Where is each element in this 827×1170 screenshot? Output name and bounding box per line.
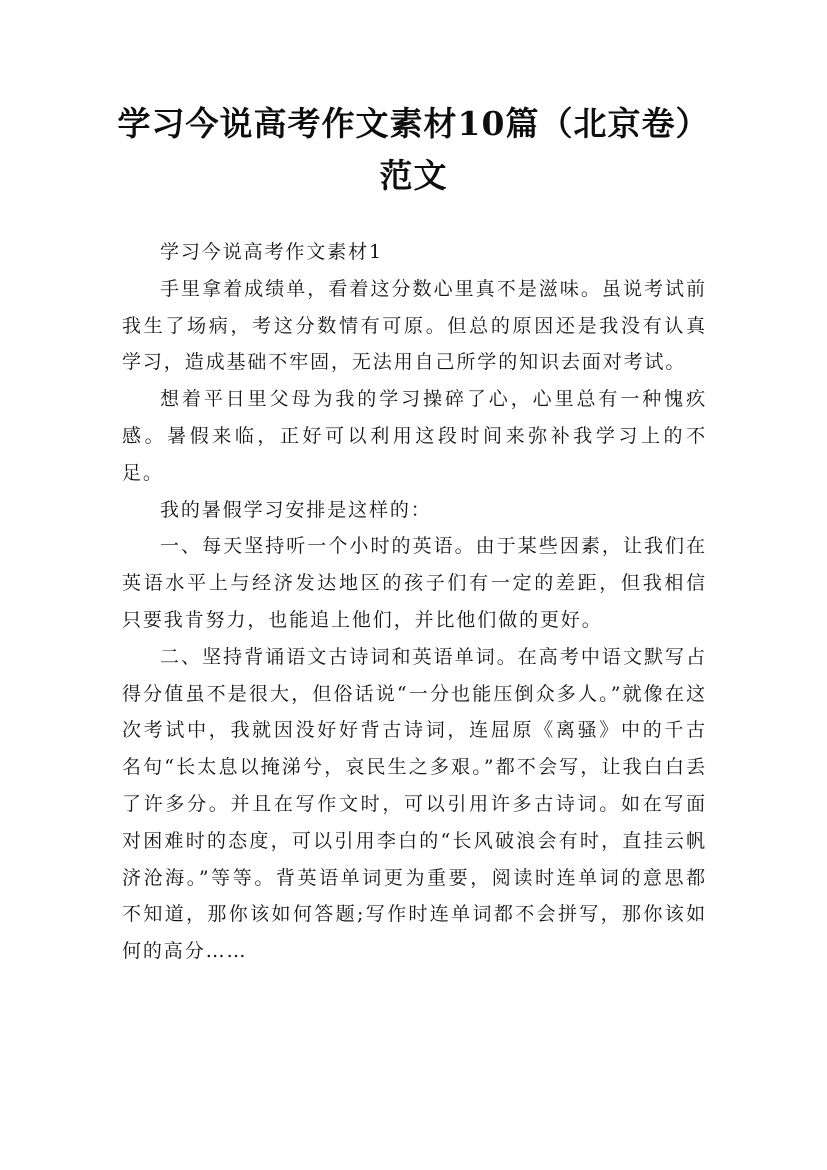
body-paragraph: 二、坚持背诵语文古诗词和英语单词。在高考中语文默写占得分值虽不是很大，但俗话说“一分也能压倒众多人。”就像在这次考试中，我就因没好好背古诗词，连屈原《离骚》中的千古名句“长太息以掩涕兮，哀民生之多艰。”都不会写，让我白白丢了许多分。并且在写作文时，可以引用许多古诗词。如在写面对困难时的态度，可以引用李白的“长风破浪会有时，直挂云帆济沧海。”等等。背英语单词更为重要，阅读时连单词的意思都不知道，那你该如何答题;写作时连单词都不会拼写，那你该如何的高分…… xyxy=(122,645,707,963)
document-body xyxy=(122,234,707,970)
body-paragraph: 手里拿着成绩单，看着这分数心里真不是滋味。虽说考试前我生了场病，考这分数情有可原。但总的原因还是我没有认真学习，造成基础不牢固，无法用自己所学的知识去面对考试。 xyxy=(122,277,707,374)
body-paragraph: 我的暑假学习安排是这样的： xyxy=(160,498,432,521)
body-paragraph: 想着平日里父母为我的学习操碎了心，心里总有一种愧疚感。暑假来临，正好可以利用这段时间来弥补我学习上的不足。 xyxy=(122,388,707,484)
document-title: 学习今说高考作文素材10篇（北京卷）范文 xyxy=(117,104,710,195)
section-heading: 学习今说高考作文素材1 xyxy=(160,241,383,263)
body-paragraph: 一、每天坚持听一个小时的英语。由于某些因素，让我们在英语水平上与经济发达地区的孩子们有一定的差距，但我相信只要我肯努力，也能追上他们，并比他们做的更好。 xyxy=(122,535,707,631)
